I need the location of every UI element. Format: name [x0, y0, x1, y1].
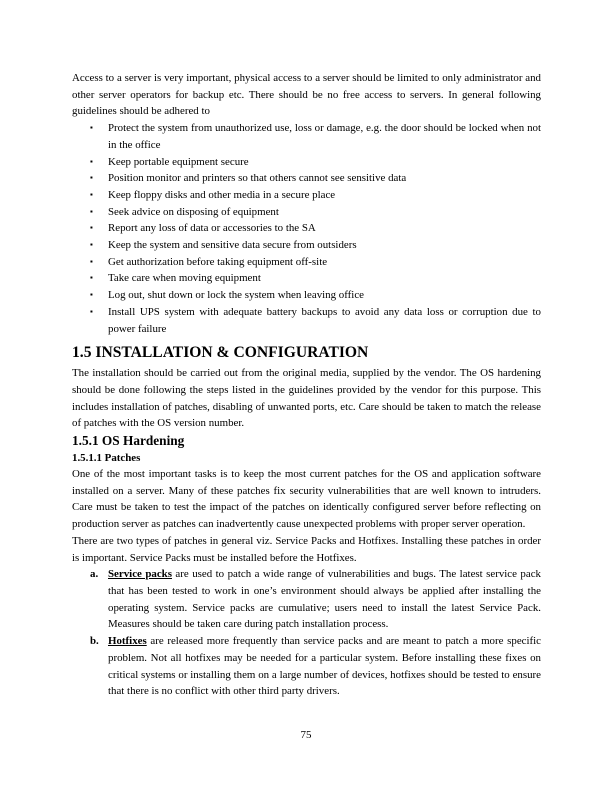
list-item: ▪ Log out, shut down or lock the system when leaving office [72, 287, 541, 304]
guidelines-list [72, 120, 541, 337]
list-item: ▪ Keep portable equipment secure [72, 154, 541, 171]
list-item: ▪ Report any loss of data or accessories to the SA [72, 220, 541, 237]
term-description: are used to patch a wide range of vulnerabilities and bugs. The latest service pack that has been tested to work in one’s environment should always be applied after installing the operating system. Service packs are cumulative; users need to install the latest Service Pack. Measures should be taken care during patch installation process. [108, 568, 541, 631]
list-item: ▪ Protect the system from unauthorized use, loss or damage, e.g. the door should be locked when not in the office [90, 122, 541, 151]
bullet-icon: ▪ [90, 189, 93, 199]
bullet-icon: ▪ [90, 156, 93, 166]
page-number: 75 [300, 729, 312, 741]
list-item: ▪ Take care when moving equipment [72, 270, 541, 287]
section-paragraph: The installation should be carried out from the original media, supplied by the vendor. The OS hardening should be done following the steps listed in the guidelines provided by the vendor for this purpose. This includes installation of patches, disabling of unwanted ports, etc. Care should be taken to match the release of patches with the OS version number. [72, 367, 541, 430]
term-description: are released more frequently than service packs and are meant to patch a more specific problem. Not all hotfixes may be needed for a particular system. Before installing these fixes on critical systems or installing them on a large number of devices, hotfixes should be tested to ensure that there is no conflict with other third party drivers. [108, 635, 541, 698]
list-item: ▪ Install UPS system with adequate battery backups to avoid any data loss or corruption due to power failure [90, 305, 541, 335]
list-item [72, 633, 541, 700]
term-hotfixes: Hotfixes [108, 635, 147, 648]
term-service-packs: Service packs [108, 568, 172, 581]
patch-types-paragraph: There are two types of patches in general viz. Service Packs and Hotfixes. Installing these patches in order is important. Service Packs must be installed before the Hotfixes. [72, 534, 541, 564]
list-item [72, 566, 541, 633]
bullet-icon: ▪ [90, 173, 93, 183]
section-heading: 1.5 INSTALLATION & CONFIGURATION [72, 344, 369, 362]
list-item: ▪ Position monitor and printers so that others cannot see sensitive data [72, 170, 541, 187]
patches-paragraph: One of the most important tasks is to keep the most current patches for the OS and application software installed on a server. Many of these patches fix security vulnerabilities that are well known to intruders. Care must be taken to test the impact of the patches on identically configured server before reflecting on production server as patches can inadvertently cause unexpected problems with proper server operation. [72, 468, 541, 531]
subsubsection-heading: 1.5.1.1 Patches [72, 452, 141, 465]
document-page [72, 70, 541, 700]
bullet-icon: ▪ [90, 256, 93, 266]
list-marker: b. [90, 635, 99, 648]
intro-paragraph: Access to a server is very important, physical access to a server should be limited to only administrator and other server operators for backup etc. There should be no free access to servers. In general following guidelines should be adhered to [72, 72, 541, 118]
list-item: ▪ Keep floppy disks and other media in a secure place [72, 187, 541, 204]
bullet-icon: ▪ [90, 290, 93, 300]
bullet-icon: ▪ [90, 223, 93, 233]
list-item: ▪ Seek advice on disposing of equipment [72, 204, 541, 221]
bullet-icon: ▪ [90, 206, 93, 216]
bullet-icon: ▪ [90, 306, 93, 316]
bullet-icon: ▪ [90, 273, 93, 283]
patch-types-list [72, 566, 541, 700]
subsection-heading: 1.5.1 OS Hardening [72, 433, 185, 449]
list-marker: a. [90, 568, 99, 581]
list-item: ▪ Keep the system and sensitive data secure from outsiders [72, 237, 541, 254]
list-item: ▪ Get authorization before taking equipment off-site [72, 254, 541, 271]
bullet-icon: ▪ [90, 123, 93, 133]
bullet-icon: ▪ [90, 240, 93, 250]
